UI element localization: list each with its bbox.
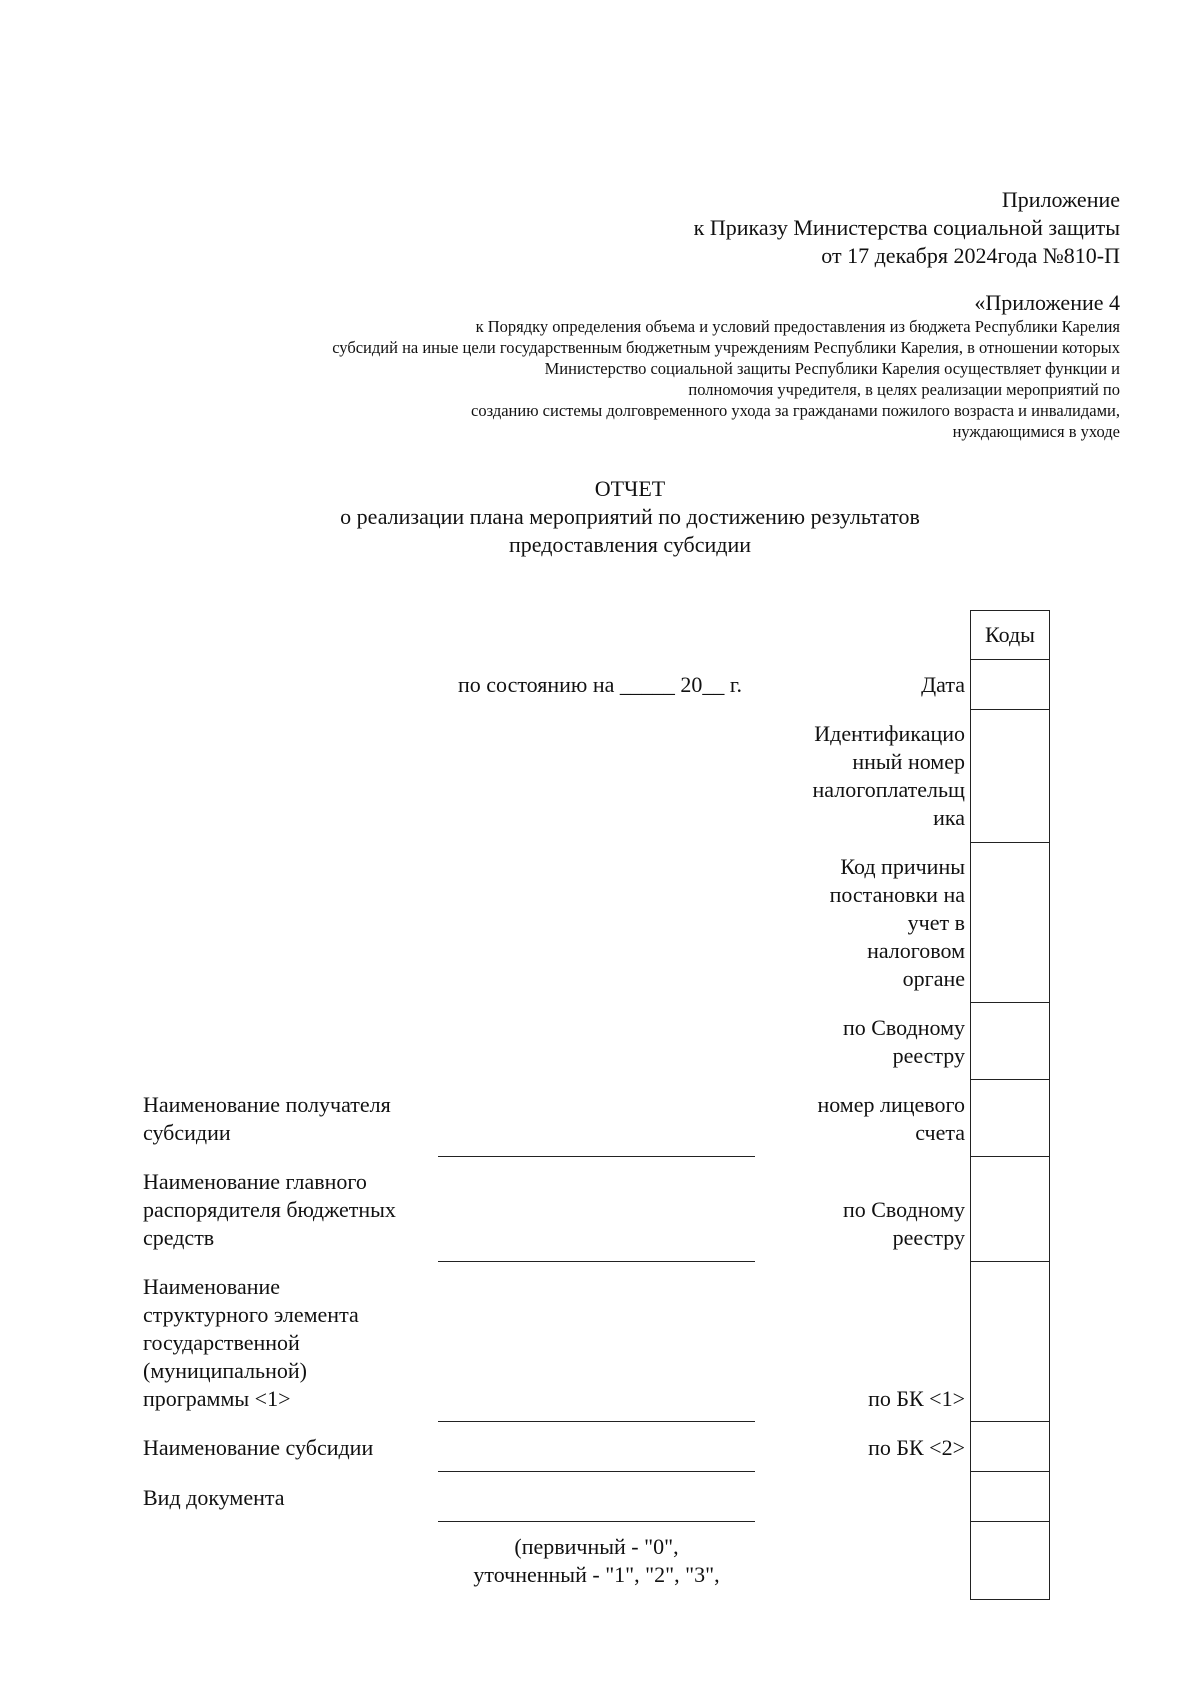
label-kpp-5: органе — [902, 966, 965, 991]
header-line-1: Приложение — [1001, 187, 1120, 212]
label-kpp — [830, 853, 965, 993]
label-account-1: номер лицевого — [817, 1092, 965, 1117]
appendix-line-1: «Приложение 4 — [974, 290, 1120, 315]
doc-type-fill-line[interactable] — [438, 1521, 755, 1522]
code-cell-registry-2[interactable] — [970, 1156, 1050, 1262]
appendix-line-5: полномочия учредителя, в целях реализации мероприятий по — [688, 380, 1120, 399]
label-program-1: Наименование — [143, 1274, 281, 1299]
label-program-2: структурного элемента — [143, 1302, 359, 1327]
doc-type-note-2: уточненный - "1", "2", "3", — [473, 1562, 720, 1587]
as-of-date: по состоянию на _____ 20__ г. — [458, 672, 742, 697]
label-inn-3: налогоплательщ — [812, 777, 965, 802]
label-program-5: программы <1> — [143, 1386, 291, 1411]
header-block — [420, 186, 1120, 270]
doc-type-note — [438, 1533, 755, 1589]
label-registry-2 — [843, 1196, 965, 1252]
codes-header-label: Коды — [985, 622, 1035, 647]
subsidy-fill-line[interactable] — [438, 1471, 755, 1472]
code-cell-doc-version[interactable] — [970, 1521, 1050, 1600]
label-kpp-3: учет в — [907, 910, 965, 935]
label-kpp-4: налоговом — [867, 938, 965, 963]
label-date: Дата — [921, 672, 965, 697]
code-cell-registry-1[interactable] — [970, 1002, 1050, 1080]
report-title — [0, 475, 1200, 559]
title-sub-1: о реализации плана мероприятий по достижению результатов — [340, 504, 920, 529]
label-inn — [813, 720, 965, 832]
header-line-2: к Приказу Министерства социальной защиты — [693, 215, 1120, 240]
label-recipient — [143, 1091, 391, 1147]
code-cell-doc-type[interactable] — [970, 1471, 1050, 1522]
label-account — [817, 1091, 965, 1147]
label-kpp-1: Код причины — [840, 854, 965, 879]
code-cell-bk-1[interactable] — [970, 1261, 1050, 1422]
label-registry-2b: реестру — [892, 1225, 965, 1250]
label-grbs-3: средств — [143, 1225, 215, 1250]
code-cell-account[interactable] — [970, 1079, 1050, 1157]
label-program-3: государственной — [143, 1330, 300, 1355]
appendix-line-2: к Порядку определения объема и условий предоставления из бюджета Республики Карелия — [475, 317, 1120, 336]
recipient-fill-line[interactable] — [438, 1156, 755, 1157]
code-cell-date[interactable] — [970, 659, 1050, 710]
title-main: ОТЧЕТ — [594, 476, 666, 501]
label-program-4: (муниципальной) — [143, 1358, 307, 1383]
doc-type-note-1: (первичный - "0", — [514, 1534, 679, 1559]
label-grbs-1: Наименование главного — [143, 1169, 367, 1194]
label-kpp-2: постановки на — [829, 882, 965, 907]
code-cell-bk-2[interactable] — [970, 1421, 1050, 1472]
grbs-fill-line[interactable] — [438, 1261, 755, 1262]
label-registry-1a: по Сводному — [842, 1015, 965, 1040]
title-sub-2: предоставления субсидии — [508, 532, 752, 557]
label-recipient-2: субсидии — [143, 1120, 231, 1145]
code-cell-kpp[interactable] — [970, 842, 1050, 1003]
program-fill-line[interactable] — [438, 1421, 755, 1422]
appendix-block — [160, 290, 1120, 442]
label-recipient-1: Наименование получателя — [143, 1092, 391, 1117]
label-program — [143, 1273, 359, 1413]
appendix-line-3: субсидий на иные цели государственным бюджетным учреждениям Республики Карелия, в отношении которых — [332, 338, 1120, 357]
label-registry-2a: по Сводному — [842, 1197, 965, 1222]
label-inn-2: нный номер — [852, 749, 965, 774]
appendix-line-4: Министерство социальной защиты Республики Карелия осуществляет функции и — [544, 359, 1120, 378]
label-inn-1: Идентификацио — [814, 721, 965, 746]
label-doc-type: Вид документа — [143, 1485, 285, 1510]
codes-header-cell — [970, 610, 1050, 660]
appendix-line-7: нуждающимися в уходе — [952, 422, 1120, 441]
label-bk-2: по БК <2> — [868, 1435, 965, 1460]
label-grbs-2: распорядителя бюджетных — [143, 1197, 396, 1222]
appendix-line-6: созданию системы долговременного ухода за гражданами пожилого возраста и инвалидами, — [471, 401, 1120, 420]
label-inn-4: ика — [933, 805, 965, 830]
label-registry-1 — [843, 1014, 965, 1070]
code-cell-inn[interactable] — [970, 709, 1050, 843]
label-account-2: счета — [915, 1120, 965, 1145]
label-bk-1: по БК <1> — [868, 1386, 965, 1411]
label-grbs — [143, 1168, 396, 1252]
header-line-3: от 17 декабря 2024года №810-П — [821, 243, 1120, 268]
label-subsidy: Наименование субсидии — [143, 1435, 374, 1460]
label-registry-1b: реестру — [892, 1043, 965, 1068]
